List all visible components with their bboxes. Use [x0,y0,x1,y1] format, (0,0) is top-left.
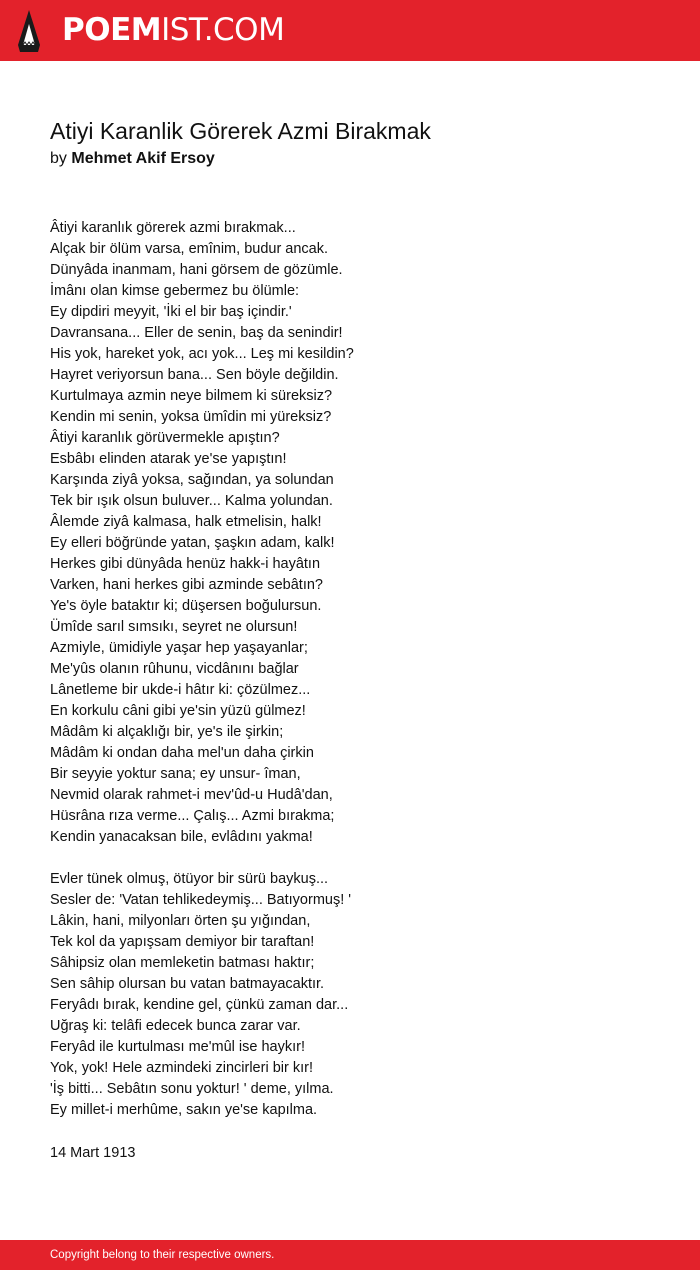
poem-line: Davransana... Eller de senin, baş da senindir! [50,325,343,341]
stanza-gap [50,848,670,869]
poem-line: Hayret veriyorsun bana... Sen böyle değildin. [50,367,339,383]
poem-line: Âlemde ziyâ kalmasa, halk etmelisin, halk! [50,514,322,530]
poem-line: 'İş bitti... Sebâtın sonu yoktur! ' deme, yılma. [50,1081,334,1097]
site-footer [0,1240,700,1270]
poem-line: Feryâd ile kurtulması me'mûl ise haykır! [50,1039,305,1055]
poem-line: Dünyâda inanmam, hani görsem de gözümle. [50,262,343,278]
poem-line: Ümîde sarıl sımsıkı, seyret ne olursun! [50,619,298,635]
byline-prefix: by [50,150,67,167]
poem-line: Me'yûs olanın rûhunu, vicdânını bağlar [50,661,299,677]
poem-line: His yok, hareket yok, acı yok... Leş mi kesildin? [50,346,354,362]
poem-line: Ye's öyle bataktır ki; düşersen boğulursun. [50,598,322,614]
site-header [0,0,700,61]
poem-line: Feryâdı bırak, kendine gel, çünkü zaman dar... [50,997,349,1013]
poem-line: Ey millet-i merhûme, sakın ye'se kapılma. [50,1102,318,1118]
poem-line: Kendin mi senin, yoksa ümîdin mi yüreksiz? [50,409,332,425]
poem-line: Sesler de: 'Vatan tehlikedeymiş... Batıyormuş! ' [50,892,352,908]
author-name: Mehmet Akif Ersoy [71,150,215,167]
byline [50,148,215,170]
poem-line: Esbâbı elinden atarak ye'se yapıştın! [50,451,287,467]
poem-line: Ey elleri böğründe yatan, şaşkın adam, kalk! [50,535,335,551]
poem-line: Âtiyi karanlık görüvermekle apıştın? [50,430,280,446]
poem-line: Kurtulmaya azmin neye bilmem ki süreksiz? [50,388,333,404]
poem-line: Lâkin, hani, milyonları örten şu yığından, [50,913,311,929]
poem-line: Mâdâm ki ondan daha mel'un daha çirkin [50,745,314,761]
poem-line: Evler tünek olmuş, ötüyor bir sürü baykuş... [50,871,329,887]
poem-line: Mâdâm ki alçaklığı bir, ye's ile şirkin; [50,724,284,740]
copyright-text: Copyright belong to their respective owners. [50,1249,275,1261]
poem-line: Karşında ziyâ yoksa, sağından, ya solundan [50,472,334,488]
poem-line: Hüsrâna rıza verme... Çalış... Azmi bırakma; [50,808,335,824]
poem-line: Tek bir ışık olsun buluver... Kalma yolundan. [50,493,333,509]
logo-bold-text: POEM [62,12,162,48]
poem-line: Âtiyi karanlık görerek azmi bırakmak... [50,220,296,236]
poem-line: Tek kol da yapışsam demiyor bir taraftan! [50,934,315,950]
poem-line: Herkes gibi dünyâda henüz hakk-i hayâtın [50,556,321,572]
poem-body [50,218,670,1121]
poem-line: Varken, hani herkes gibi azminde sebâtın? [50,577,323,593]
poem-line: En korkulu câni gibi ye'sin yüzü gülmez! [50,703,306,719]
poem-line: Yok, yok! Hele azmindeki zincirleri bir kır! [50,1060,313,1076]
poem-line: Sen sâhip olursan bu vatan batmayacaktır. [50,976,325,992]
poem-line: Ey dipdiri meyyit, 'İki el bir baş içindir.' [50,304,292,320]
poem-date: 14 Mart 1913 [50,1145,136,1161]
poem-line: Bir seyyie yoktur sana; ey unsur- îman, [50,766,301,782]
poem-line: Alçak bir ölüm varsa, emînim, budur ancak. [50,241,329,257]
poem-line: İmânı olan kimse gebermez bu ölümle: [50,283,300,299]
poem-line: Kendin yanacaksan bile, evlâdını yakma! [50,829,313,845]
poem-title: Atiyi Karanlik Görerek Azmi Birakmak [50,118,431,144]
poem-line: Lânetleme bir ukde-i hâtır ki: çözülmez... [50,682,311,698]
logo-light-text: IST.COM [161,12,285,48]
pencil-logo-icon[interactable] [16,8,42,52]
poem-line: Azmiyle, ümidiyle yaşar hep yaşayanlar; [50,640,308,656]
poem-line: Sâhipsiz olan memleketin batması haktır; [50,955,315,971]
poem-line: Uğraş ki: telâfi edecek bunca zarar var. [50,1018,301,1034]
poem-line: Nevmid olarak rahmet-i mev'ûd-u Hudâ'dan, [50,787,333,803]
site-logo[interactable] [62,10,284,50]
